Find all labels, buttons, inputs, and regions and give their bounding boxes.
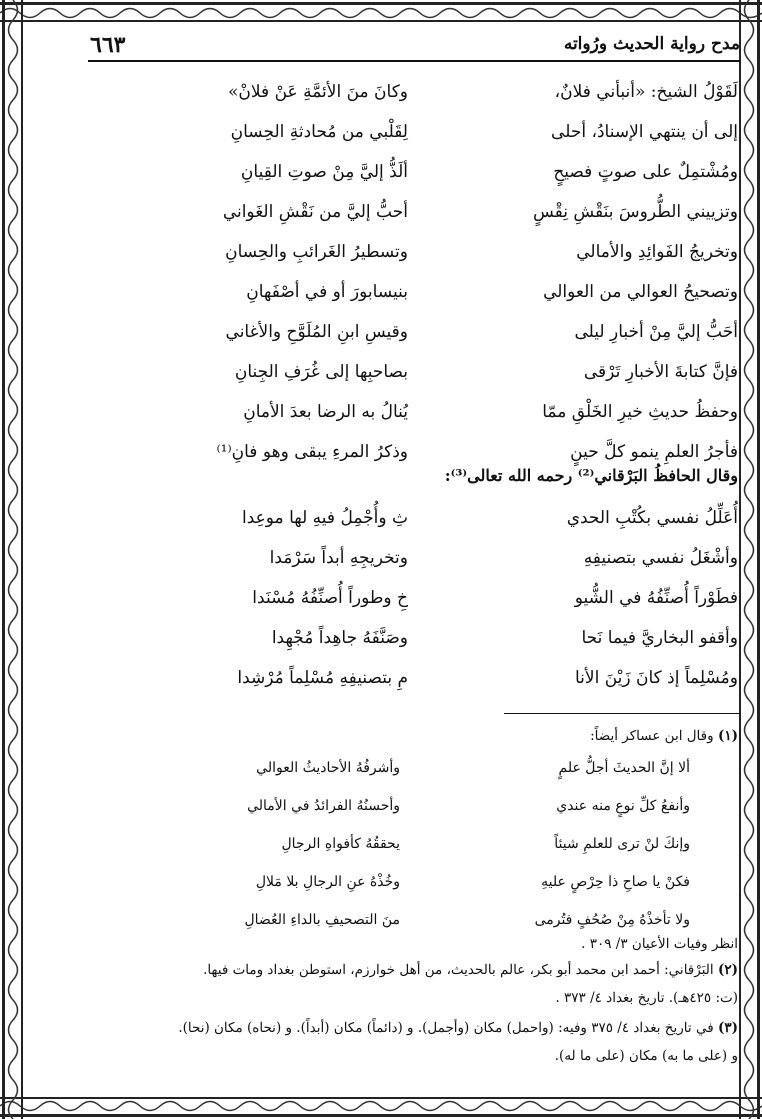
second-hemistich: مِ بتصنيفِهِ مُسْلِماً مُرْشِدا	[237, 668, 408, 688]
second-hemistich: وأشرفُهُ الأحاديثُ العوالي	[256, 760, 400, 776]
footnote-3-continued: و (على ما به) مكان (على ما له).	[554, 1048, 738, 1064]
poem-intro: وقال الحافظُ البَرْقاني⁽²⁾ رحمه الله تعالى⁽³⁾:	[444, 466, 738, 485]
first-hemistich: وأنفعُ كلِّ نوعٍ منه عندي	[556, 798, 690, 814]
poem-line	[88, 622, 738, 662]
poem-line	[88, 276, 738, 316]
second-hemistich: خِ وطوراً أُصنِّفُهُ مُسْنَدا	[252, 588, 408, 608]
second-hemistich: منَ التصحيفِ بالداءِ العُضالِ	[244, 912, 400, 928]
poem-line	[88, 236, 738, 276]
first-hemistich: فطَوْراً أُصنِّفُهُ في الشُّيو	[574, 588, 738, 608]
footnote-text: البَرْقاني: أحمد ابن محمد أبو بكر، عالم بالحديث، من أهل خوارزم، استوطن بغداد ومات فيها.	[203, 962, 714, 978]
first-hemistich: أُعَلِّلُ نفسي بكُتْبِ الحدي	[566, 508, 738, 528]
first-hemistich: فإنَّ كتابةَ الأخبارِ تَرْقى	[583, 362, 738, 382]
poem-barqani	[88, 502, 738, 702]
first-hemistich: وأشْغَلُ نفسي بتصنيفِهِ	[583, 548, 738, 568]
second-hemistich: بنيسابورَ أو في أصْفَهانِ	[246, 282, 408, 302]
second-hemistich: وتخريجِهِ أبداً سَرْمَدا	[269, 548, 408, 568]
poem-line	[88, 76, 738, 116]
second-hemistich: وصَنَّفَهُ جاهِداً مُجْهِدا	[271, 628, 408, 648]
first-hemistich: ألا إنَّ الحديثَ أجلُّ علمٍ	[558, 760, 690, 776]
header-rule	[88, 60, 740, 62]
poem-line	[88, 582, 738, 622]
second-hemistich: ألَذُّ إليَّ مِنْ صوتِ القِيانِ	[240, 162, 408, 182]
second-hemistich: أحبُّ إليَّ من نَقْشِ الغَواني	[222, 202, 408, 222]
left-ornament-border	[0, 0, 26, 1119]
first-hemistich: أحَبُّ إليَّ مِنْ أخبارِ ليلى	[574, 322, 738, 342]
second-hemistich: وكانَ منَ الأئمَّةِ عَنْ فلانْ»	[228, 82, 408, 102]
footnote-number: (٢)	[717, 962, 738, 978]
second-hemistich: لِقَلْبي من مُحادثةِ الحِسانِ	[230, 122, 408, 142]
second-hemistich: ثِ وأُجْمِلُ فيهِ لها موعِدا	[241, 508, 408, 528]
second-hemistich: بصاحبِها إلى غُرَفِ الجِنانِ	[234, 362, 408, 382]
first-hemistich: وتزييني الطُّروسَ بنَقْشِ نِقْسٍ	[532, 202, 738, 222]
first-hemistich: ومُسْلِماً إذ كانَ زَيْنَ الأنا	[575, 668, 738, 688]
second-hemistich: وخُذْهُ عنِ الرجالِ بلا مَلالِ	[255, 874, 400, 890]
poem-line	[88, 196, 738, 236]
footnote-poem-line	[140, 870, 690, 908]
poem-line	[88, 356, 738, 396]
first-hemistich: إلى أن ينتهي الإسنادُ، أحلى	[551, 122, 738, 142]
footnote-1-poem	[140, 756, 690, 946]
first-hemistich: لَقَوْلُ الشيخ: «أنبأني فلانٌ،	[554, 82, 738, 102]
top-ornament-border	[0, 0, 762, 26]
first-hemistich: فكنْ يا صاحِ ذا حِرْصٍ عليهِ	[541, 874, 690, 890]
first-hemistich: ومُشْتمِلٌ على صوتٍ فصيحٍ	[553, 162, 738, 182]
footnote-number: (٣)	[717, 1020, 738, 1036]
second-hemistich: وذكرُ المرءِ يبقى وهو فانِ⁽¹⁾	[216, 442, 408, 462]
right-ornament-border	[736, 0, 762, 1119]
footnote-poem-line	[140, 832, 690, 870]
footnote-3	[38, 1020, 738, 1036]
first-hemistich: وحفظُ حديثِ خيرِ الخَلْقِ ممّا	[542, 402, 738, 422]
footnote-text: وقال ابن عساكر أيضاً:	[590, 728, 714, 744]
footnote-1-intro	[78, 728, 738, 744]
second-hemistich: يُنالُ به الرضا بعدَ الأمانِ	[243, 402, 408, 422]
first-hemistich: وأقفو البخاريَّ فيما نَحا	[581, 628, 738, 648]
poem-line	[88, 502, 738, 542]
footnote-text: في تاريخ بغداد ٤/ ٣٧٥ وفيه: (واحمل) مكان (وأجمل). و (دائماً) مكان (أبداً). و (نحاه) مكان (نحا).	[178, 1020, 714, 1036]
second-hemistich: وتسطيرُ الغَرائبِ والحِسانِ	[225, 242, 408, 262]
first-hemistich: وتخريجُ الفَوائِدِ والأمالي	[576, 242, 738, 262]
footnote-poem-line	[140, 756, 690, 794]
page-number: ٦٦٣	[90, 32, 126, 58]
poem-line	[88, 396, 738, 436]
poem-line	[88, 316, 738, 356]
first-hemistich: ولا تأخذْهُ مِنْ صُحُفٍ فتُرمى	[534, 912, 690, 928]
first-hemistich: فأجرُ العلمِ ينمو كلَّ حينٍ	[570, 442, 738, 462]
footnote-2	[38, 962, 738, 978]
page-header	[90, 34, 740, 60]
footnote-number: (١)	[717, 728, 738, 744]
second-hemistich: وأحسنُهُ الفرائدُ في الأمالي	[247, 798, 400, 814]
first-hemistich: وإنكَ لنْ ترى للعلمِ شيئاً	[554, 836, 690, 852]
first-hemistich: وتصحيحُ العوالي من العوالي	[543, 282, 738, 302]
poem-ibn-asakir	[88, 76, 738, 476]
poem-line	[88, 662, 738, 702]
bottom-ornament-border	[0, 1093, 762, 1119]
poem-line	[88, 542, 738, 582]
footnote-poem-line	[140, 794, 690, 832]
footnote-2-continued: (ت: ٤٢٥هـ). تاريخ بغداد ٤/ ٣٧٣ .	[555, 990, 738, 1006]
second-hemistich: وقيسِ ابنِ المُلَوَّحِ والأغاني	[225, 322, 408, 342]
footnote-separator	[504, 713, 740, 714]
poem-line	[88, 156, 738, 196]
poem-line	[88, 116, 738, 156]
footnote-1-source: انظر وفيات الأعيان ٣/ ٣٠٩ .	[581, 936, 738, 952]
second-hemistich: يحققُهُ كأفواهِ الرجالِ	[281, 836, 400, 852]
running-title: مدح رواية الحديث ورُواته	[563, 34, 740, 54]
